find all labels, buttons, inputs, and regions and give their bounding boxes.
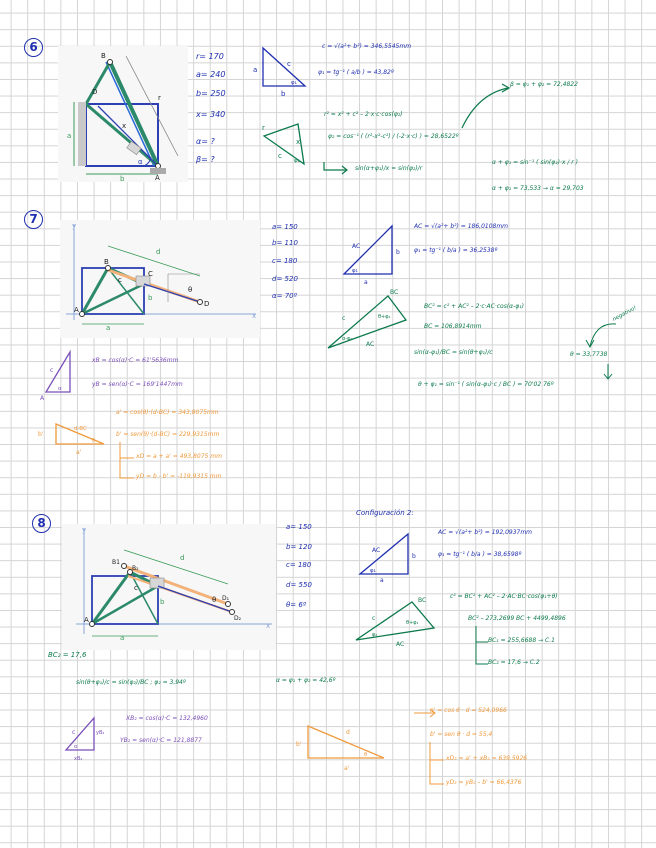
- arrow-8-orange: [428, 742, 448, 786]
- arrow-8-bc: [474, 626, 492, 666]
- fig8-label-D1: D₁: [222, 595, 230, 602]
- arrow-7-orange: [118, 442, 138, 482]
- eq7-bc2: BC² = c² + AC² – 2·c·AC·cos(α-φ₁): [424, 303, 525, 310]
- fig6-label-D: D: [92, 88, 98, 96]
- eq8-xd: xD₂ = a' + xB₂ = 639,5926: [446, 755, 528, 762]
- fig7-label-c: c: [118, 276, 122, 284]
- tri8-1-b: b: [412, 553, 416, 560]
- small-triangle-8-purple: [62, 714, 108, 766]
- eq7-yd: yD = b - b' = -119,9315 mm: [136, 473, 222, 480]
- small-triangle-7-purple: [36, 348, 76, 400]
- givens-8-c: c= 180: [286, 561, 312, 569]
- tri6-1-phi: φ₁: [291, 80, 297, 86]
- tri8-3-b1: b': [296, 741, 302, 748]
- fig8-label-B1: B1: [112, 559, 120, 566]
- arrow-7-theta: [602, 362, 614, 382]
- eq6-alpha1: α + φ₁ = sin⁻¹ ( sin(φ₂)·x / r ): [492, 159, 578, 166]
- eq7-law-sin: sin(α-φ₁)/BC = sin(θ+φ₁)/c: [414, 349, 493, 356]
- tri8-1-ac: AC: [372, 547, 381, 554]
- tri8-1-a: a: [380, 577, 384, 584]
- eq8-phi1: φ₁ = tg⁻¹ ( b/a ) = 38,6598º: [438, 551, 522, 558]
- eq6-law-sin: sin(α+φ₁)/x = sin(φ₂)/r: [355, 165, 423, 172]
- tri7-1-ac: AC: [352, 243, 361, 250]
- fig6-label-alpha: α: [138, 158, 143, 166]
- givens-8-a: a= 150: [286, 523, 312, 531]
- eq7-ac: AC = √(a²+ b²) = 186,0108mm: [414, 223, 509, 230]
- mechanism-figure-7: [60, 220, 260, 338]
- fig8-label-y: y: [82, 526, 87, 534]
- tri6-1-a: a: [253, 66, 258, 74]
- fig7-label-C: C: [148, 270, 153, 278]
- tri7-s-c: c: [50, 367, 54, 374]
- eq8-c2: c² = BC² + AC² – 2·AC·BC·cos(φ₁+θ): [450, 593, 558, 600]
- small-triangle-7-orange: [36, 420, 108, 456]
- givens-6-beta: β= ?: [196, 155, 215, 164]
- eq8-a1: a' = cos θ · d = 524,0966: [430, 707, 507, 714]
- tri6-2-x: x: [296, 138, 301, 146]
- tri7-1-phi: φ₁: [352, 268, 358, 274]
- tri7-2-t2: θ+φ₁: [378, 314, 391, 320]
- eq7-theta: θ + φ₁ = sin⁻¹ ( sin(α-φ₁)·c / BC ) = 70'02 76º: [418, 381, 554, 388]
- fig8-label-a: a: [120, 634, 125, 642]
- eq8-law-sin: sin(θ+φ₁)/c = sin(φ₂)/BC ; φ₂ = 3,94º: [76, 679, 186, 686]
- tri7-2-bc: BC: [390, 289, 399, 296]
- tri6-2-r: r: [262, 124, 265, 132]
- tri8-2-bc: BC: [418, 597, 427, 604]
- mechanism-diagram-8: [62, 524, 276, 650]
- givens-8-b: b= 120: [286, 543, 312, 551]
- givens-6-a: a= 240: [196, 70, 226, 79]
- problem-number-6: 6: [24, 38, 43, 57]
- mechanism-diagram-7: [60, 220, 260, 338]
- fig6-label-a: a: [67, 132, 72, 140]
- eq8-yd: yD₂ = yB₂ – b' = 66,4376: [446, 779, 522, 786]
- fig7-label-x: x: [252, 312, 257, 320]
- eq7-theta-result: θ = 33,7738: [570, 351, 608, 358]
- tri8-2-t2: θ+φ₁: [406, 620, 419, 626]
- arrow-7-negativo: [582, 318, 622, 350]
- eq8-ac: AC = √(a²+ b²) = 192,0937mm: [438, 529, 533, 536]
- config-label: Configuración 2:: [356, 509, 414, 517]
- eq7-xd: xD = a + a' = 493,8075 mm: [136, 453, 222, 460]
- eq6-law-cos: r² = x² + c² – 2·x·c·cos(φ₂): [324, 111, 403, 118]
- tri7-o-a1: a': [76, 449, 82, 456]
- eq6-c: c = √(a²+ b²) = 346,5545mm: [322, 43, 412, 50]
- fig8-label-theta: θ: [212, 596, 217, 604]
- tri8-s-alpha: α: [74, 744, 78, 750]
- fig7-label-D: D: [204, 300, 210, 308]
- triangle-7-1: [340, 218, 406, 286]
- eq8-alpha: α = φ₁ + φ₂ = 42,6º: [276, 677, 336, 684]
- givens-7-b: b= 110: [272, 239, 298, 247]
- eq7-phi1: φ₁ = tg⁻¹ ( b/a ) = 36,2538º: [414, 247, 498, 254]
- givens-7-a: a= 150: [272, 223, 298, 231]
- tri6-2-phi: φ₂: [294, 158, 300, 164]
- tri8-s-v: yB₂: [96, 730, 105, 736]
- fig7-label-y: y: [72, 222, 77, 230]
- fig8-label-c: c: [134, 584, 138, 592]
- tri7-2-ac: AC: [366, 341, 375, 348]
- tri8-3-d: d: [346, 729, 350, 736]
- fig7-label-b: b: [148, 294, 153, 302]
- triangle-8-1: [356, 530, 422, 582]
- tri7-s-alpha: α: [58, 386, 62, 392]
- tri8-2-t1: φ₂: [372, 632, 378, 638]
- tri8-s-h: xB₂: [74, 756, 83, 762]
- eq6-phi1: φ₁ = tg⁻¹ ( a/b ) = 43,82º: [318, 69, 394, 76]
- fig8-label-D2: D₂: [234, 615, 242, 622]
- triangle-7-2: [324, 290, 416, 352]
- fig6-label-b: b: [120, 175, 125, 183]
- arrow-6-law-sin: [322, 162, 352, 176]
- tri6-1-c: c: [287, 60, 291, 68]
- eq6-phi2: φ₂ = cos⁻¹ ( (r²-x²-c²) / (-2·x·c) ) = 28,6522º: [328, 133, 459, 140]
- givens-7-alpha: α= 70º: [272, 292, 297, 300]
- tri8-2-ac: AC: [396, 641, 405, 648]
- eq8-b1: b' = sen θ · d = 55,4: [430, 731, 493, 738]
- tri7-2-c: c: [342, 315, 346, 322]
- tri7-s-A: A: [40, 395, 45, 402]
- tri7-o-b1: b': [38, 431, 44, 438]
- mechanism-figure-6: [58, 46, 188, 182]
- mechanism-diagram-6: [58, 46, 188, 182]
- givens-6-r: r= 170: [196, 52, 224, 61]
- tri6-2-c: c: [278, 152, 282, 160]
- fig8-label-A: A: [84, 616, 89, 624]
- givens-7-c: c= 180: [272, 257, 298, 265]
- fig7-label-a: a: [106, 324, 111, 332]
- givens-6-b: b= 250: [196, 89, 226, 98]
- tri6-1-b: b: [281, 90, 286, 98]
- fig7-label-B: B: [104, 258, 109, 266]
- fig8-label-d: d: [180, 554, 185, 562]
- fig8-label-B2: B₂: [132, 565, 139, 572]
- fig8-label-x: x: [266, 622, 271, 630]
- eq6-beta: β = φ₁ + φ₂ = 72,4822: [510, 81, 578, 88]
- eq8-bc2: BC² – 273,2699 BC + 4499,4896: [468, 615, 566, 622]
- mechanism-figure-8: [62, 524, 276, 650]
- tri8-3-a1: a': [344, 765, 350, 772]
- fig7-label-d: d: [156, 248, 161, 256]
- triangle-8-3: [296, 720, 388, 776]
- annotation-negativo: negativo!: [611, 305, 638, 323]
- givens-8-theta: θ= 6º: [286, 601, 307, 609]
- tri8-s-c: c: [72, 729, 76, 736]
- eq8-bc2-result: BC₂ = 17,6 → C.2: [488, 659, 540, 666]
- triangle-6-1: [253, 44, 315, 98]
- problem-number-7: 7: [24, 210, 43, 229]
- tri7-1-a: a: [364, 279, 368, 286]
- tri7-1-b: b: [396, 249, 400, 256]
- tri7-2-t1: α-φ₁: [342, 336, 353, 342]
- givens-7-d: d= 520: [272, 275, 298, 283]
- bc2-choice: BC₂ = 17,6: [48, 651, 87, 659]
- fig7-label-A: A: [74, 306, 79, 314]
- problem-number-8: 8: [32, 514, 51, 533]
- eq6-alpha2: α + φ₁ = 73,533 → α = 29,703: [492, 185, 584, 192]
- fig6-label-r: r: [158, 94, 161, 102]
- eq7-bc: BC = 106,8914mm: [424, 323, 482, 330]
- eq7-yb: yB = sen(α)·C = 169'1447mm: [92, 381, 183, 388]
- eq7-xb: xB = cos(α)·C = 61'5636mm: [92, 357, 179, 364]
- tri7-o-dbc: d-BC: [74, 426, 87, 432]
- fig8-label-b: b: [160, 598, 165, 606]
- tri8-3-theta: θ: [364, 752, 368, 758]
- fig6-label-A: A: [155, 174, 160, 182]
- givens-8-d: d= 550: [286, 581, 312, 589]
- givens-6-alpha: α= ?: [196, 137, 215, 146]
- eq8-bc1-result: BC₁ = 255,6688 → C.1: [488, 637, 555, 644]
- givens-6-x: x= 340: [196, 110, 226, 119]
- fig6-label-x: x: [122, 122, 127, 130]
- arrow-6-beta: [456, 84, 516, 134]
- tri7-o-theta: θ: [92, 438, 96, 444]
- eq8-yb: YB₂ = sen(α)·C = 121,8877: [120, 737, 202, 744]
- triangle-6-2: [258, 118, 316, 170]
- tri8-1-phi: φ₁: [370, 568, 376, 574]
- fig6-label-B: B: [101, 52, 106, 60]
- tri8-2-c: c: [372, 615, 376, 622]
- eq7-a1: a' = cos(θ)·(d-BC) = 343,8075mm: [116, 409, 219, 416]
- eq7-b1: b' = sen(θ)·(d-BC) = 229,9315mm: [116, 431, 220, 438]
- fig7-label-theta: θ: [188, 286, 193, 294]
- triangle-8-2: [352, 594, 444, 650]
- eq8-xb: XB₂ = cos(α)·C = 132,4960: [126, 715, 208, 722]
